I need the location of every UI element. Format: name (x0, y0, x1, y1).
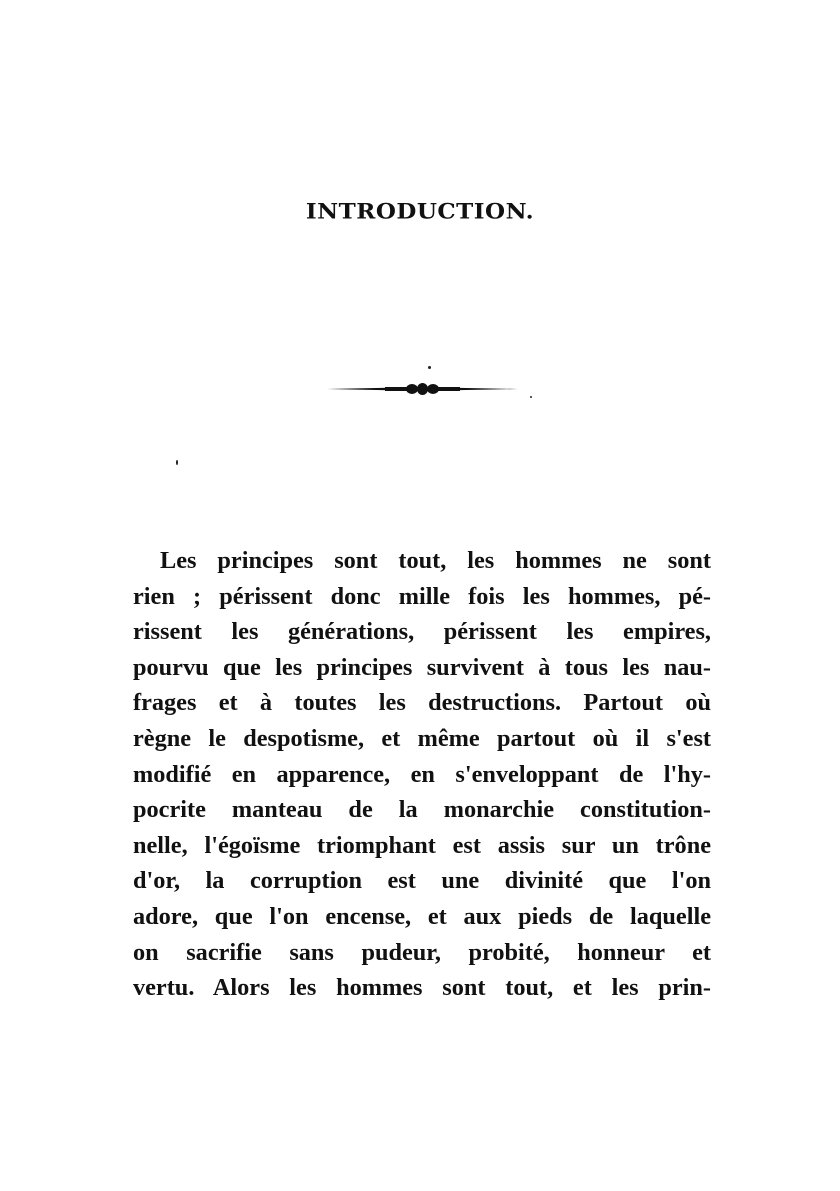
text-line: d'or, la corruption est une divinité que l'on (133, 867, 711, 895)
text-line: on sacrifie sans pudeur, probité, honneur et (133, 938, 711, 966)
text-line: pocrite manteau de la monarchie constitution- (133, 796, 711, 824)
text-line: règne le despotisme, et même partout où il s'est (133, 724, 711, 752)
stray-dot (176, 460, 178, 465)
text-line: vertu. Alors les hommes sont tout, et les prin- (133, 974, 711, 1002)
text-line: rien ; périssent donc mille fois les hommes, pé- (133, 582, 711, 610)
text-line: frages et à toutes les destructions. Partout où (133, 689, 711, 717)
text-line: rissent les générations, périssent les empires, (133, 618, 711, 646)
text-line: nelle, l'égoïsme triomphant est assis sur un trône (133, 831, 711, 859)
text-line: pourvu que les principes survivent à tous les nau- (133, 653, 711, 681)
decorative-divider-ornament (325, 380, 520, 398)
text-line: modifié en apparence, en s'enveloppant de l'hy- (133, 760, 711, 788)
stray-dot (530, 396, 532, 398)
text-line: Les principes sont tout, les hommes ne sont (160, 547, 711, 574)
body-paragraph (133, 543, 711, 1006)
page-title: INTRODUCTION. (305, 199, 535, 224)
text-line: adore, que l'on encense, et aux pieds de laquelle (133, 902, 711, 930)
stray-dot (428, 366, 431, 369)
